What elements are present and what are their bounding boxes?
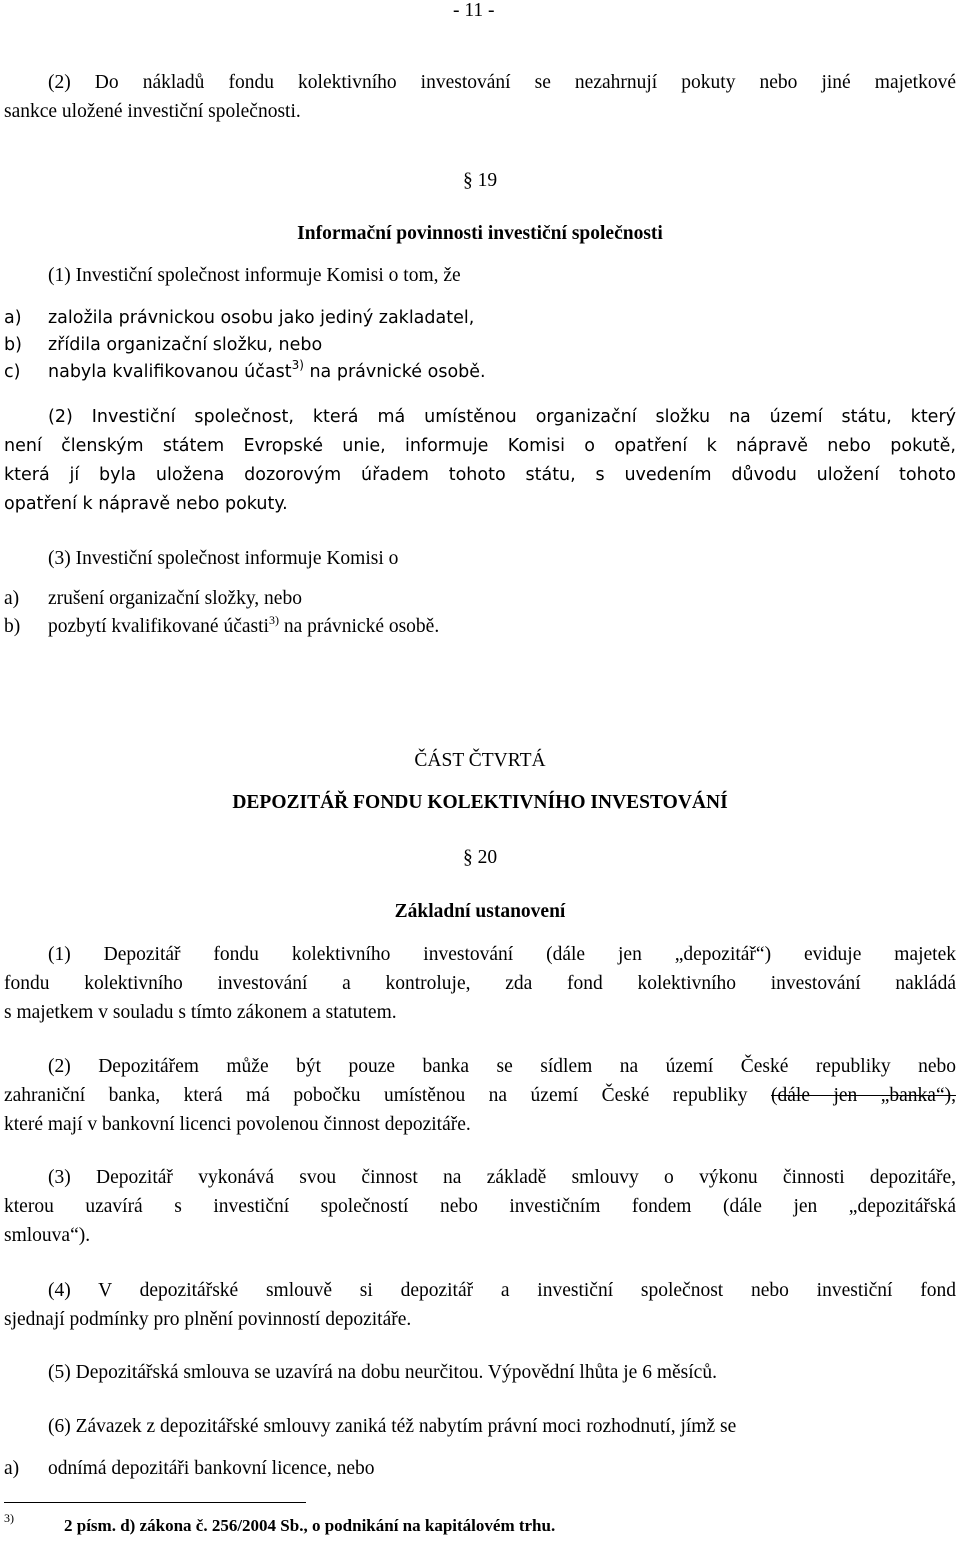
sec18-p2-line2: sankce uložené investiční společnosti. (4, 101, 301, 122)
sec20-p2-line3: které mají v bankovní licenci povolenou činnost depozitáře. (4, 1114, 471, 1135)
sec19-p3-intro: (3) Investiční společnost informuje Komisi o (48, 548, 399, 569)
sec19-p2-line2: není členským státem Evropské unie, informuje Komisi o opatření k nápravě nebo pokutě, (4, 436, 956, 456)
sec19-p2-line1: (2) Investiční společnost, která má umístěnou organizační složku na území státu, který (48, 407, 956, 427)
section-20-title: Základní ustanovení (394, 901, 566, 922)
sec20-p1-line1: (1) Depozitář fondu kolektivního investování (dále jen „depozitář“) eviduje majetek (48, 944, 956, 965)
sec19-p2-line4: opatření k nápravě nebo pokuty. (4, 494, 288, 514)
list-item: b) pozbytí kvalifikované účasti$^{3)}$ na právnické osobě. (4, 613, 440, 637)
section-20-number: § 20 (462, 847, 498, 868)
footnote-divider (4, 1502, 306, 1503)
part-title: DEPOZITÁŘ FONDU KOLEKTIVNÍHO INVESTOVÁNÍ (232, 792, 728, 813)
sec20-p3-line2: kterou uzavírá s investiční společností nebo investičním fondem (dále jen „depozitářská (4, 1196, 956, 1217)
list-item: b) zřídila organizační složku, nebo (4, 335, 323, 355)
part-heading: ČÁST ČTVRTÁ (414, 750, 546, 771)
footnote-ref: 3) (268, 613, 279, 627)
sec18-p2-line1: (2) Do nákladů fondu kolektivního investování se nezahrnují pokuty nebo jiné majetkové (48, 72, 956, 93)
list-item: a) odnímá depozitáři bankovní licence, nebo (4, 1458, 375, 1479)
footnote-mark: 3) (4, 1511, 14, 1525)
sec19-p2-line3: která jí byla uložena dozorovým úřadem tohoto státu, s uvedením důvodu uložení tohoto (4, 465, 956, 485)
list-item: c) nabyla kvalifikovanou účast$^{3)}$ na právnické osobě. (4, 358, 486, 382)
sec20-p3-line1: (3) Depozitář vykonává svou činnost na základě smlouvy o výkonu činnosti depozitáře, (48, 1167, 956, 1188)
sec20-p5: (5) Depozitářská smlouva se uzavírá na dobu neurčitou. Výpovědní lhůta je 6 měsíců. (48, 1362, 717, 1383)
sec20-p6-intro: (6) Závazek z depozitářské smlouvy zaniká též nabytím právní moci rozhodnutí, jímž se (48, 1416, 737, 1437)
list-item: a) založila právnickou osobu jako jediný zakladatel, (4, 308, 475, 328)
section-19-number: § 19 (462, 170, 498, 191)
sec20-p2-line1: (2) Depozitářem může být pouze banka se sídlem na území České republiky nebo (48, 1056, 956, 1077)
section-19-title: Informační povinnosti investiční společnosti (297, 223, 663, 244)
sec20-p1-line3: s majetkem v souladu s tímto zákonem a statutem. (4, 1002, 397, 1023)
list-item: a) zrušení organizační složky, nebo (4, 588, 302, 609)
footnote-text: 2 písm. d) zákona č. 256/2004 Sb., o podnikání na kapitálovém trhu. (64, 1516, 556, 1535)
struck-text: (dále jen „banka“), (771, 1085, 956, 1106)
sec20-p4-line1: (4) V depozitářské smlouvě si depozitář a investiční společnost nebo investiční fond (48, 1280, 956, 1301)
page-number: - 11 - (453, 0, 495, 21)
sec20-p4-line2: sjednají podmínky pro plnění povinností depozitáře. (4, 1309, 412, 1330)
footnote-ref: 3) (291, 358, 304, 372)
sec19-p1-intro: (1) Investiční společnost informuje Komisi o tom, že (48, 265, 461, 286)
sec20-p2-line2: zahraniční banka, která má pobočku umístěnou na území České republiky (dále jen „banka“), (4, 1085, 956, 1106)
sec20-p3-line3: smlouva“). (4, 1225, 91, 1246)
sec20-p1-line2: fondu kolektivního investování a kontroluje, zda fond kolektivního investování nakládá (4, 973, 956, 994)
